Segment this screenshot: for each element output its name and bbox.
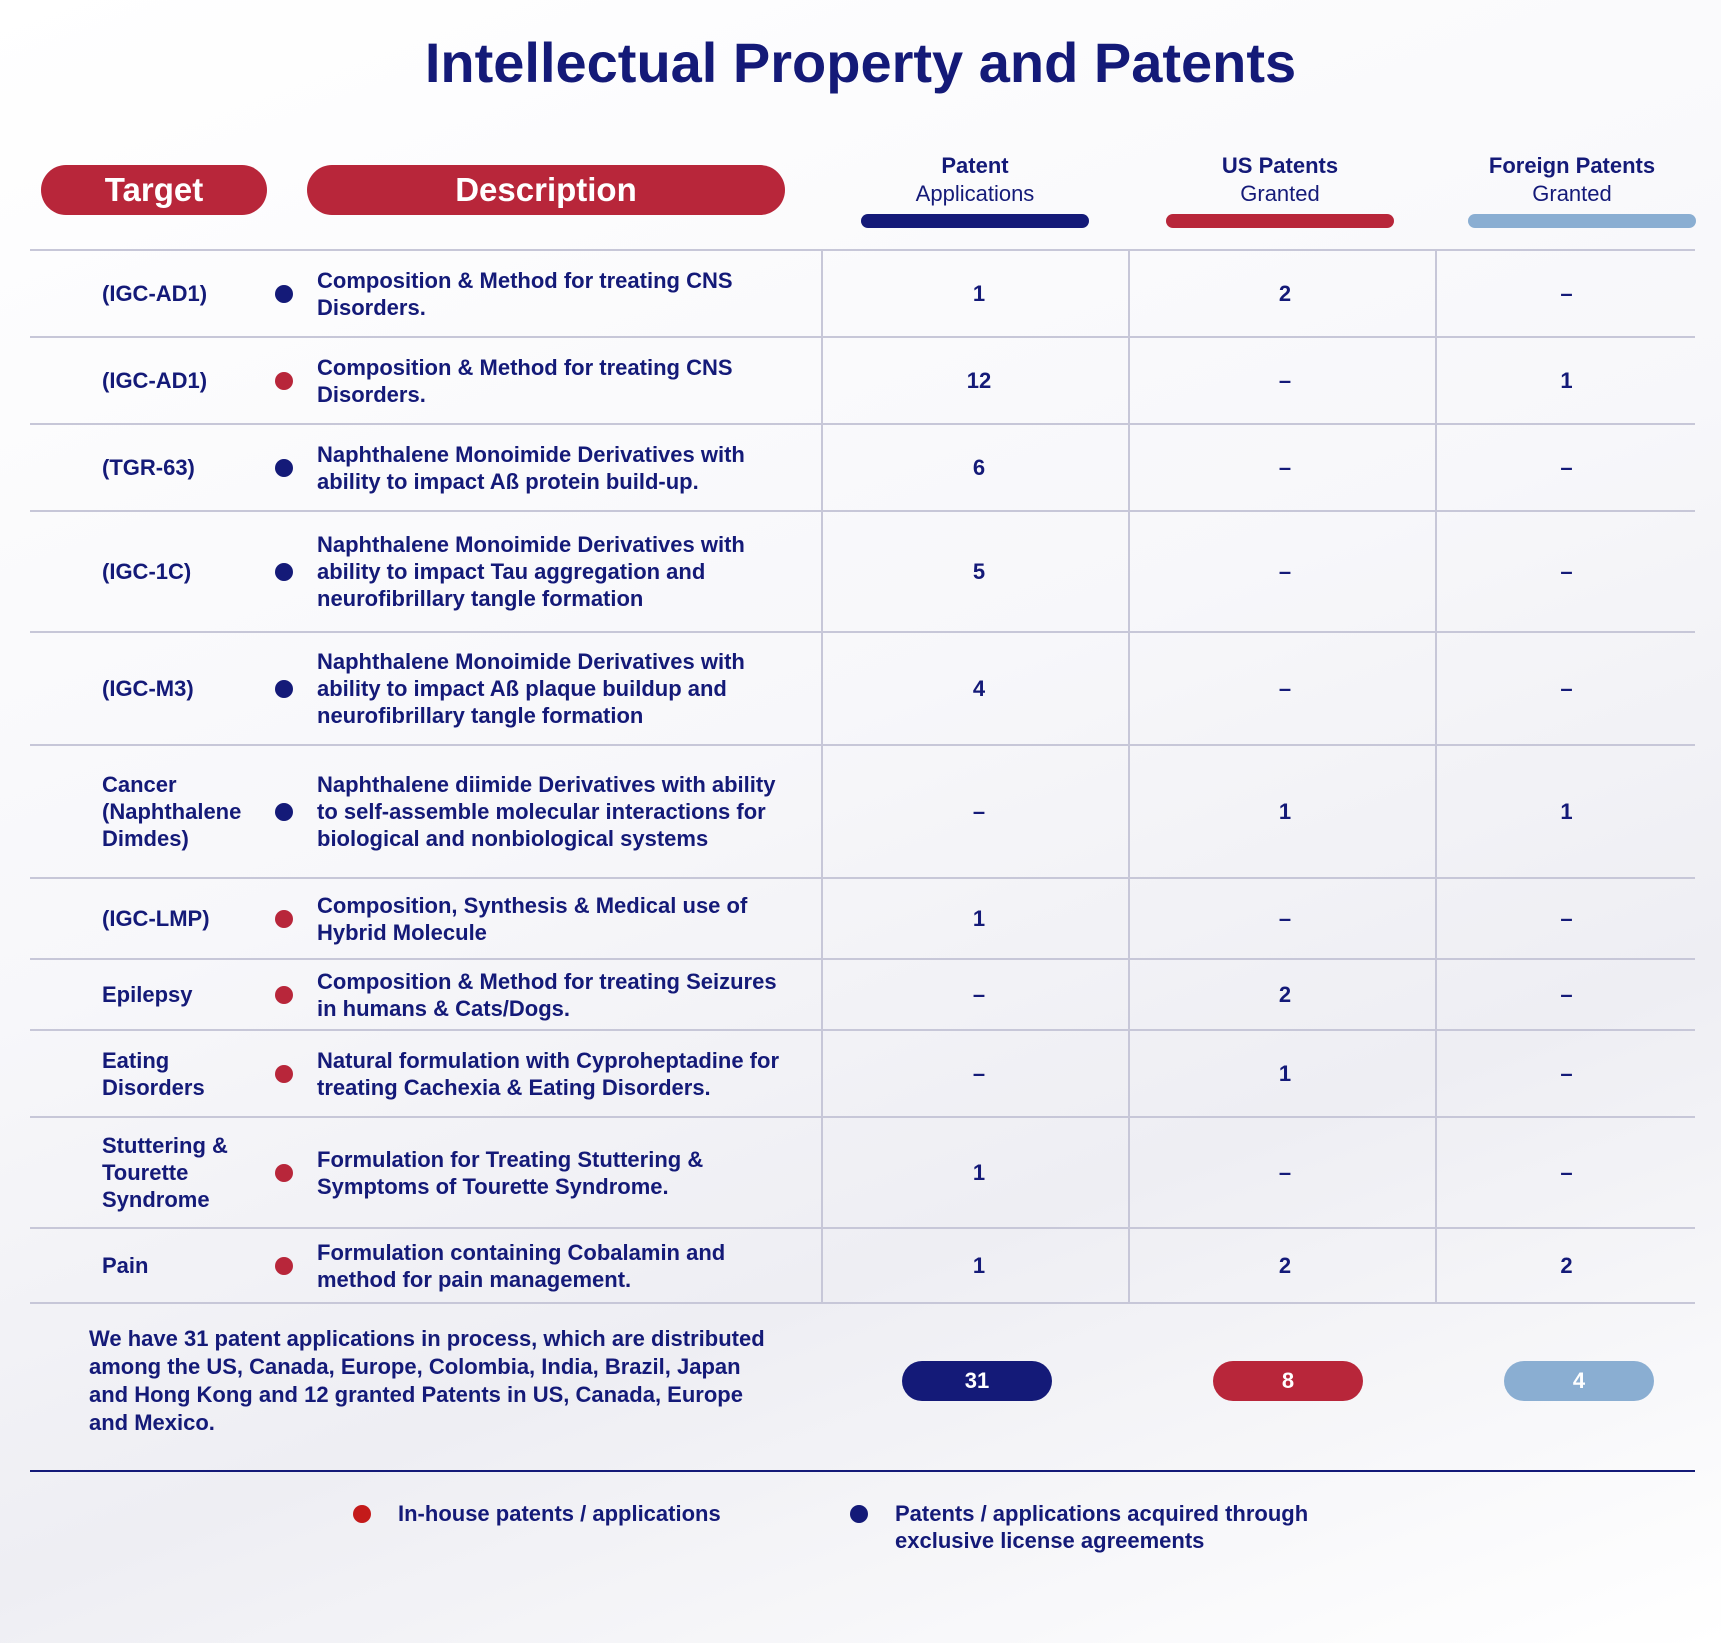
us-granted-value: –: [1278, 558, 1292, 584]
legend-divider: [30, 1470, 1695, 1472]
target-header: Target: [41, 165, 267, 215]
applications-value: –: [972, 1060, 986, 1086]
table-row: [30, 959, 1695, 1030]
applications-header-bar: [861, 214, 1089, 228]
licensed-dot: [275, 680, 293, 698]
us-granted-header-line1: US Patents: [1221, 153, 1339, 178]
description-text: Naphthalene Monoimide Derivatives with ability to impact Aß protein build-up.: [317, 441, 745, 494]
applications-value: 6: [972, 454, 986, 480]
foreign-granted-value: 2: [1560, 1252, 1573, 1278]
origin-marker: [266, 959, 302, 1030]
description-text: Naphthalene diimide Derivatives with ability to self-assemble molecular interactions for biological and nonbiological systems: [317, 772, 776, 851]
origin-marker: [266, 1228, 302, 1303]
applications-value: –: [972, 798, 986, 824]
applications-value: 1: [972, 905, 986, 931]
table-row: [30, 878, 1695, 959]
us-granted-value: –: [1278, 454, 1292, 480]
in-house-dot: [275, 372, 293, 390]
in-house-legend-dot: [353, 1505, 371, 1523]
target-label: (IGC-1C): [102, 559, 192, 584]
us-granted-header-line2: Granted: [1240, 181, 1320, 206]
origin-marker: [266, 511, 302, 632]
target-label: Pain: [102, 1253, 149, 1278]
us-granted-value: 1: [1278, 1060, 1292, 1086]
target-label: (IGC-AD1): [102, 281, 208, 306]
us-granted-value: –: [1278, 1159, 1292, 1185]
origin-marker: [266, 250, 302, 337]
table-row: [30, 632, 1695, 745]
licensed-dot: [275, 803, 293, 821]
table-row: [30, 1117, 1695, 1228]
target-label: (IGC-AD1): [102, 368, 208, 393]
applications-header-line1: Patent: [941, 153, 1009, 178]
target-label: Stuttering & Tourette Syndrome: [102, 1133, 228, 1212]
description-text: Naphthalene Monoimide Derivatives with ability to impact Aß plaque buildup and neurofibrillary tangle formation: [317, 649, 745, 728]
description-text: Composition & Method for treating CNS Disorders.: [317, 354, 733, 407]
target-label: Cancer (Naphthalene Dimdes): [102, 772, 242, 851]
applications-value: 1: [972, 1252, 986, 1278]
description-header: Description: [307, 165, 785, 215]
total-foreign-granted-badge: 4: [1504, 1361, 1654, 1401]
total-applications-badge: 31: [902, 1361, 1052, 1401]
us-granted-value: 2: [1278, 981, 1292, 1007]
target-label: Epilepsy: [102, 982, 193, 1007]
in-house-dot: [275, 1164, 293, 1182]
applications-value: 1: [972, 280, 986, 306]
description-text: Naphthalene Monoimide Derivatives with ability to impact Tau aggregation and neurofibrillary tangle formation: [317, 532, 745, 611]
description-text: Composition & Method for treating Seizures in humans & Cats/Dogs.: [317, 968, 777, 1021]
foreign-granted-value: –: [1560, 558, 1573, 584]
licensed-dot: [275, 459, 293, 477]
applications-value: 5: [972, 558, 986, 584]
origin-marker: [266, 1030, 302, 1117]
applications-value: –: [972, 981, 986, 1007]
us-granted-value: –: [1278, 367, 1292, 393]
applications-value: 1: [972, 1159, 986, 1185]
foreign-granted-value: 1: [1560, 367, 1573, 393]
origin-marker: [266, 878, 302, 959]
description-text: Natural formulation with Cyproheptadine for treating Cachexia & Eating Disorders.: [317, 1047, 780, 1100]
origin-marker: [266, 337, 302, 424]
applications-value: 12: [966, 367, 992, 393]
us-granted-value: –: [1278, 905, 1292, 931]
table-row: [30, 511, 1695, 632]
summary-text: We have 31 patent applications in process, which are distributed among the US, Canada, Europe, Colombia, India, Brazil, Japan and Hong Kong and 12 granted Patents in US, Canada, Europe and Mexico.: [89, 1326, 765, 1435]
foreign-granted-header-line1: Foreign Patents: [1488, 153, 1656, 178]
foreign-granted-header-bar: [1468, 214, 1696, 228]
table-row: [30, 337, 1695, 424]
target-label: (IGC-M3): [102, 676, 194, 701]
licensed-legend-dot: [850, 1505, 868, 1523]
origin-marker: [266, 424, 302, 511]
us-granted-value: 2: [1278, 280, 1292, 306]
page-title: Intellectual Property and Patents: [424, 31, 1297, 94]
in-house-dot: [275, 1065, 293, 1083]
us-granted-value: 1: [1278, 798, 1292, 824]
in-house-dot: [275, 910, 293, 928]
foreign-granted-value: –: [1560, 280, 1573, 306]
us-granted-header: [1166, 152, 1394, 208]
table-row: [30, 1030, 1695, 1117]
in-house-dot: [275, 986, 293, 1004]
applications-header: [861, 152, 1089, 208]
us-granted-value: 2: [1278, 1252, 1292, 1278]
table-row: [30, 1228, 1695, 1303]
licensed-dot: [275, 563, 293, 581]
foreign-granted-value: –: [1560, 454, 1573, 480]
us-granted-header-bar: [1166, 214, 1394, 228]
origin-marker: [266, 1117, 302, 1228]
description-text: Formulation containing Cobalamin and method for pain management.: [317, 1239, 726, 1292]
licensed-legend-label: Patents / applications acquired through exclusive license agreements: [895, 1501, 1309, 1553]
foreign-granted-header-line2: Granted: [1532, 181, 1612, 206]
foreign-granted-value: –: [1560, 981, 1573, 1007]
licensed-dot: [275, 285, 293, 303]
total-us-granted-badge: 8: [1213, 1361, 1363, 1401]
foreign-granted-value: 1: [1560, 798, 1573, 824]
foreign-granted-value: –: [1560, 1159, 1573, 1185]
foreign-granted-header: [1452, 152, 1692, 208]
table-row: [30, 424, 1695, 511]
table-row: [30, 250, 1695, 337]
target-label: (TGR-63): [102, 455, 195, 480]
in-house-dot: [275, 1257, 293, 1275]
applications-value: 4: [972, 675, 986, 701]
table-row: [30, 745, 1695, 878]
description-text: Composition & Method for treating CNS Disorders.: [317, 267, 733, 320]
foreign-granted-value: –: [1560, 675, 1573, 701]
us-granted-value: –: [1278, 675, 1292, 701]
foreign-granted-value: –: [1560, 905, 1573, 931]
applications-header-line2: Applications: [915, 181, 1035, 206]
target-label: Eating Disorders: [102, 1047, 205, 1100]
foreign-granted-value: –: [1560, 1060, 1573, 1086]
description-text: Formulation for Treating Stuttering & Symptoms of Tourette Syndrome.: [317, 1146, 704, 1199]
target-label: (IGC-LMP): [102, 906, 210, 931]
origin-marker: [266, 745, 302, 878]
origin-marker: [266, 632, 302, 745]
in-house-legend-label: In-house patents / applications: [398, 1501, 721, 1526]
description-text: Composition, Synthesis & Medical use of Hybrid Molecule: [317, 892, 748, 945]
